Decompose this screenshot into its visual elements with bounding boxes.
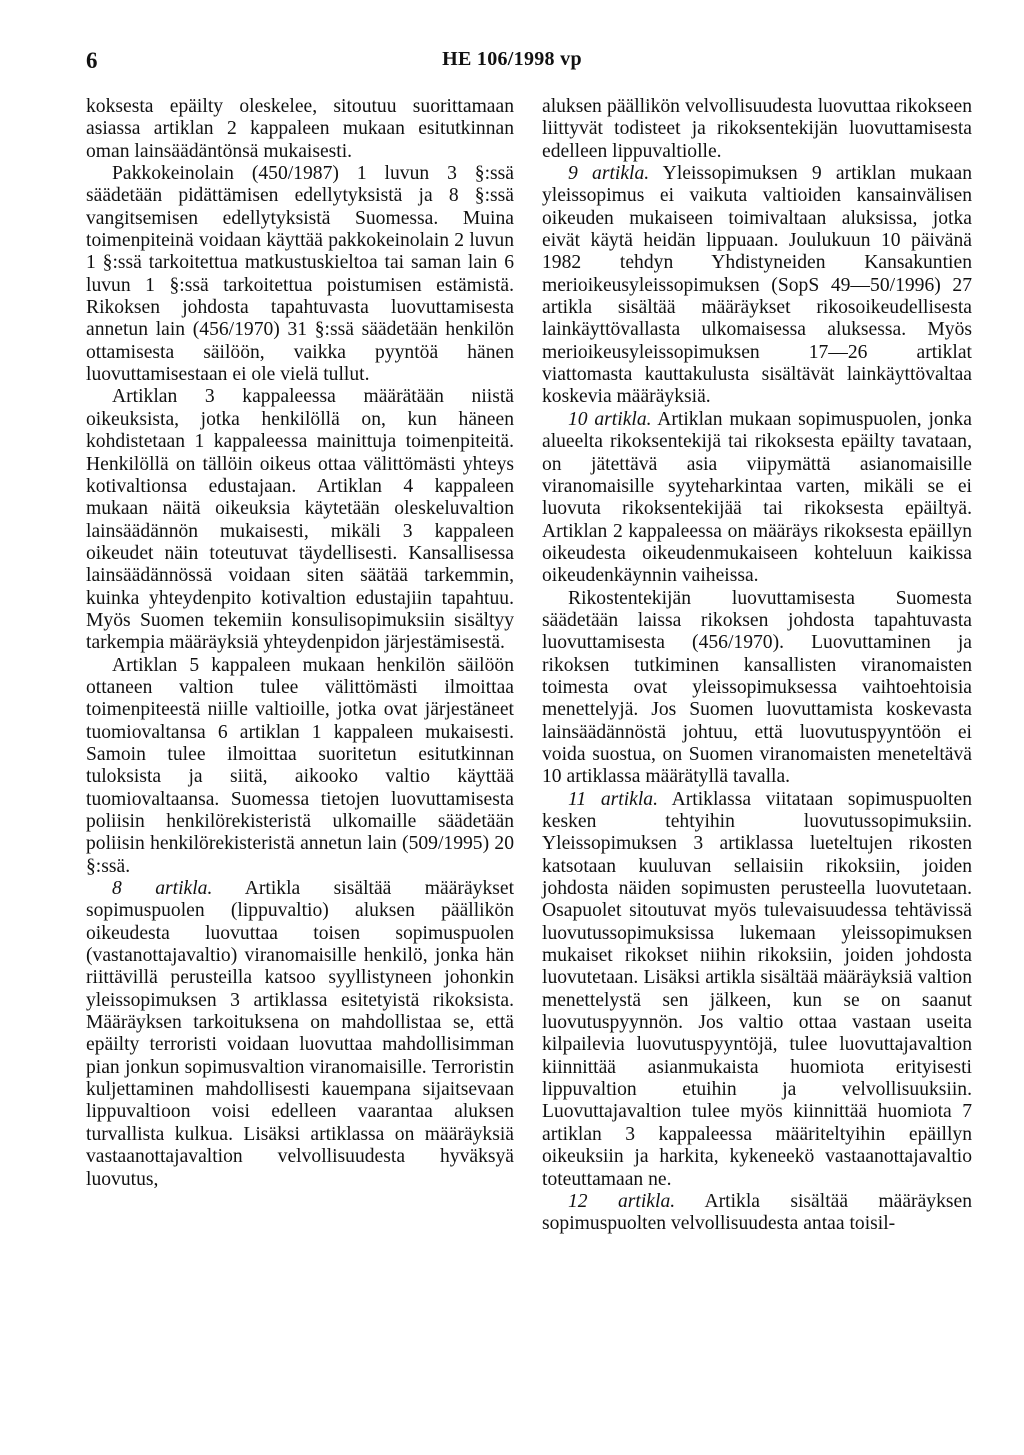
right-paragraph-2 xyxy=(542,163,972,409)
right-paragraph-6 xyxy=(542,1191,972,1236)
left-paragraph-5 xyxy=(86,878,514,1191)
page-number: 6 xyxy=(86,48,98,73)
right-paragraph-5 xyxy=(542,789,972,1191)
left-paragraph-3: Artiklan 3 kappaleessa määrätään niistä oikeuksista, jotka henkilöllä on, kun häneen kohdistetaan 1 kappaleessa mainittuja toimenpiteitä. Henkilöllä on tällöin oikeus ottaa välittömästi yhteys kotivaltionsa edustajaan. Artiklan 4 kappaleen mukaan näitä oikeuksia käytetään oleskeluvaltion lainsäädännön mukaisesti, mikäli 3 kappaleen oikeudet näin toteutuvat täydellisesti. Kansallisessa lainsäädännössä voidaan siten säätää tarkemmin, kuinka yhteydenpito kotivaltion edustajiin tapahtuu. Myös Suomen tekemiin konsulisopimuksiin sisältyy tarkempia määräyksiä yhteydenpidon järjestämisestä. xyxy=(86,386,514,654)
article-12-text: Artikla sisältää määräyksen sopimuspuolten velvollisuudesta antaa toisil- xyxy=(542,1190,972,1235)
right-paragraph-3 xyxy=(542,409,972,588)
article-12-heading: 12 artikla. xyxy=(568,1190,676,1212)
article-9-text: Yleissopimuksen 9 artiklan mukaan yleissopimus ei vaikuta valtioiden kansainvälisen oikeuden mukaiseen toimivaltaan aluksissa, jotka eivät käytä heidän lippuaan. Joulukuun 10 päivänä 1982 tehdyn Yhdistyneiden Kansakuntien merioikeusyleissopimuksen (SopS 49—50/1996) 27 artikla sisältää määräykset rikosoikeudellisesta lainkäyttövallasta ulkomaisessa aluksessa. Myös merioikeusyleissopimuksen 17—26 artiklat viattomasta kauttakulusta sisältävät lainkäyttövaltaa koskevia määräyksiä. xyxy=(542,163,972,408)
left-paragraph-1: koksesta epäilty oleskelee, sitoutuu suorittamaan asiassa artiklan 2 kappaleen mukaan esitutkinnan oman lainsäädäntönsä mukaisesti. xyxy=(86,96,514,162)
article-11-text: Artiklassa viitataan sopimuspuolten kesken tehtyihin luovutussopimuksiin. Yleissopimuksen 3 artiklassa lueteltujen rikosten katsotaan kuuluvan sellaisiin rikoksiin, joiden johdosta näiden sopimusten perusteella luovutetaan. Osapuolet sitoutuvat myös tulevaisuudessa tehtävissä luovutussopimuksissa lukemaan yleissopimuksen mukaiset rikokset niihin rikoksiin, joiden johdosta luovutetaan. Lisäksi artikla sisältää määräyksiä valtion menettelystä sen jälkeen, kun se on saanut luovutuspyynnön. Jos valtio ottaa vastaan useita kilpailevia luovutuspyyntöjä, tulee luovuttajavaltion kiinnittää asianmukaista huomiota erityisesti lippuvaltion etuihin ja velvollisuuksiin. Luovuttajavaltion tulee myös kiinnittää huomiota 7 artiklan 3 kappaleessa määriteltyihin epäillyn oikeuksiin ja harkita, kykeneekö vastaanottajavaltio toteuttamaan ne. xyxy=(542,788,972,1190)
left-paragraph-2: Pakkokeinolain (450/1987) 1 luvun 3 §:ssä säädetään pidättämisen edellytyksistä ja 8 §:ssä vangitsemisen edellytyksistä Suomessa. Muina toimenpiteinä voidaan käyttää pakkokeinolain 2 luvun 1 §:ssä tarkoitettua matkustuskieltoa tai saman lain 6 luvun 1 §:ssä tarkoitettua poistumisen estämistä. Rikoksen johdosta tapahtuvasta luovuttamisesta annetun lain (456/1970) 31 §:ssä säädetään henkilön ottamisesta säilöön, vaikka pyyntöä hänen luovuttamisestaan ei ole vielä tullut. xyxy=(86,163,514,386)
right-column xyxy=(542,96,972,1236)
right-paragraph-4: Rikostentekijän luovuttamisesta Suomesta säädetään laissa rikoksen johdosta tapahtuvasta luovuttamisesta (456/1970). Luovuttaminen ja rikoksen tutkiminen kansallisten viranomaisten toimesta ovat yleissopimuksessa vaihtoehtoisia menettelyjä. Jos Suomen luovuttamista koskevasta lainsäädännöstä johtuu, että luovutuspyyntöön ei voida suostua, on Suomen viranomaisten meneteltävä 10 artiklassa määrätyllä tavalla. xyxy=(542,587,972,788)
right-paragraph-1: aluksen päällikön velvollisuudesta luovuttaa rikokseen liittyvät todisteet ja rikoksentekijän luovuttamisesta edelleen lippuvaltiolle. xyxy=(542,96,972,162)
article-10-text: Artiklan mukaan sopimuspuolen, jonka alueelta rikoksentekijä tai rikoksesta epäilty tavataan, on jätettävä asia viipymättä asianomaisille viranomaisille syyteharkintaa varten, mikäli se ei luovuta rikoksentekijää tai rikoksesta epäiltyä. Artiklan 2 kappaleessa on määräys rikoksesta epäillyn oikeudesta oikeudenmukaiseen kohteluun kaikissa oikeudenkäynnin vaiheissa. xyxy=(542,408,972,587)
article-10-heading: 10 artikla. xyxy=(568,408,652,430)
article-8-text: Artikla sisältää määräykset sopimuspuolen (lippuvaltio) aluksen päällikön oikeudesta luovuttaa toisen sopimuspuolen (vastanottajavaltio) viranomaisille henkilö, jonka hän riittävillä perusteilla katsoo syyllistyneen johonkin yleissopimuksen 3 artiklassa esitetyistä rikoksista. Määräyksen tarkoituksena on mahdollistaa se, että epäilty terroristi voidaan luovuttaa mahdollisimman pian jonkun sopimusvaltion viranomaisille. Terroristin kuljettaminen mahdollisesti kauempana sijaitsevaan lippuvaltioon voisi edelleen vaarantaa aluksen turvallista kulkua. Lisäksi artiklassa on määräyksiä vastaanottajavaltion velvollisuudesta hyväksyä luovutus, xyxy=(86,878,515,1190)
article-11-heading: 11 artikla. xyxy=(568,788,658,810)
article-9-heading: 9 artikla. xyxy=(568,163,650,185)
article-8-heading: 8 artikla. xyxy=(112,878,213,900)
left-column xyxy=(86,96,514,1191)
document-id-header: HE 106/1998 vp xyxy=(442,48,582,70)
left-paragraph-4: Artiklan 5 kappaleen mukaan henkilön säilöön ottaneen valtion tulee välittömästi ilmoittaa toimenpiteestä niille valtioille, jotka ovat järjestäneet tuomiovaltansa 6 artiklan 1 kappaleen mukaisesti. Samoin tulee ilmoittaa suoritetun esitutkinnan tuloksista ja siitä, aikooko valtio käyttää tuomiovaltaansa. Suomessa tietojen luovuttamisesta poliisin henkilörekisteristä ulkomaille säädetään poliisin henkilörekisteristä annetun lain (509/1995) 20 §:ssä. xyxy=(86,654,514,877)
